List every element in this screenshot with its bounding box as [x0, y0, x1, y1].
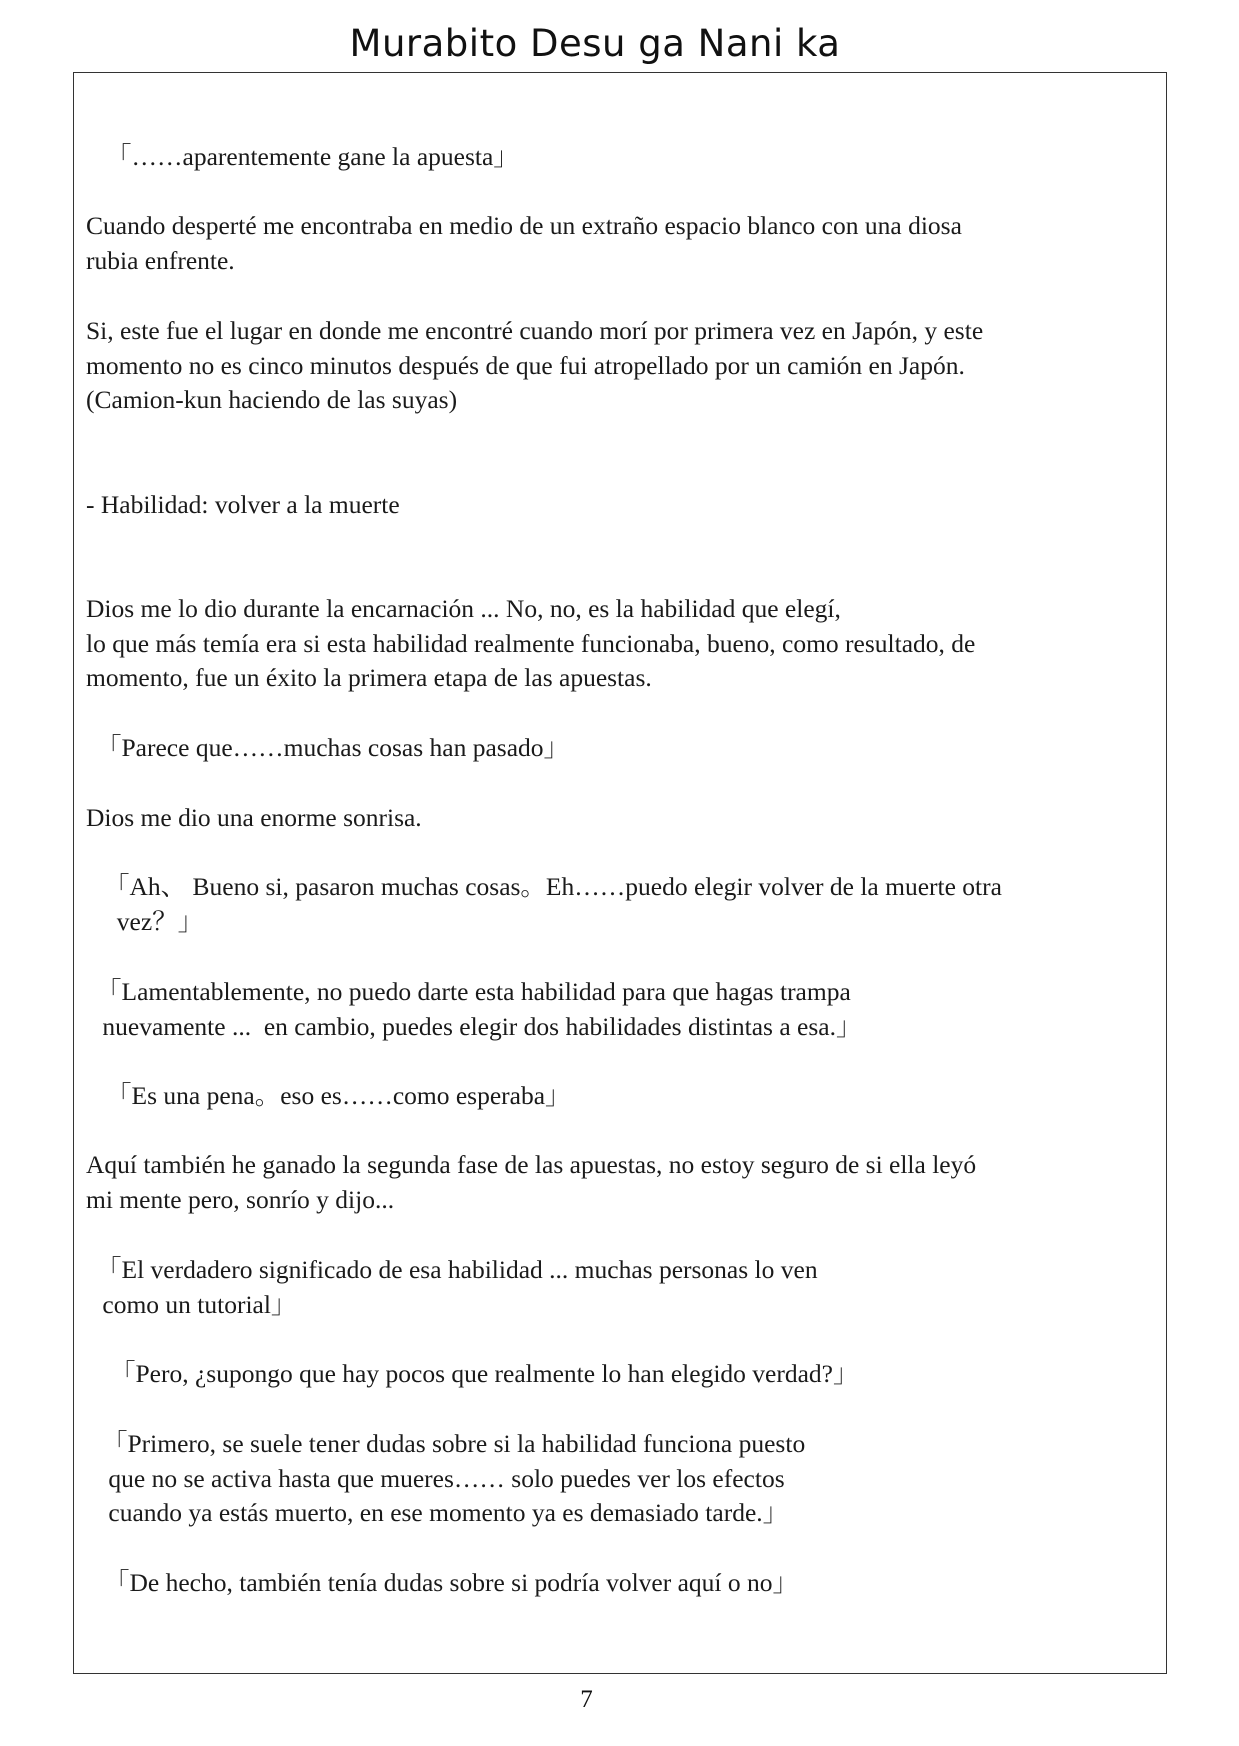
page-number: 7 [580, 1686, 593, 1713]
paragraph-14: 「Primero, se suele tener dudas sobre si la habilidad funciona puesto que no se activa hasta que mueres…… solo puedes ver los efectos cuando ya estás muerto, en ese momento ya es demasiado tarde.」 [102, 1429, 806, 1527]
paragraph-12: 「El verdadero significado de esa habilidad ... muchas personas lo ven como un tutorial」 [96, 1255, 818, 1319]
paragraph-4: - Habilidad: volver a la muerte [86, 490, 400, 519]
paragraph-5: Dios me lo dio durante la encarnación ... No, no, es la habilidad que elegí, lo que más temía era si esta habilidad realmente funcionaba, bueno, como resultado, de momento, fue un éxito la primera etapa de las apuestas. [86, 594, 976, 692]
page-title: Murabito Desu ga Nani ka [349, 22, 841, 65]
paragraph-2: Cuando desperté me encontraba en medio de un extraño espacio blanco con una diosa rubia enfrente. [86, 211, 962, 275]
paragraph-8: 「Ah、 Bueno si, pasaron muchas cosas。Eh……puedo elegir volver de la muerte otra vez？」 [104, 872, 1002, 936]
paragraph-3: Si, este fue el lugar en donde me encontré cuando morí por primera vez en Japón, y este momento no es cinco minutos después de que fui atropellado por un camión en Japón. (Camion-kun haciendo de las suyas) [86, 316, 984, 414]
paragraph-13: 「Pero, ¿supongo que hay pocos que realmente lo han elegido verdad?」 [110, 1359, 859, 1388]
paragraph-1: 「……aparentemente gane la apuesta」 [106, 142, 519, 171]
paragraph-15: 「De hecho, también tenía dudas sobre si podría volver aquí o no」 [104, 1568, 798, 1597]
paragraph-10: 「Es una pena。eso es……como esperaba」 [106, 1081, 571, 1110]
paragraph-7: Dios me dio una enorme sonrisa. [86, 803, 422, 832]
paragraph-6: 「Parece que……muchas cosas han pasado」 [96, 733, 570, 762]
paragraph-11: Aquí también he ganado la segunda fase de las apuestas, no estoy seguro de si ella leyó mi mente pero, sonrío y dijo... [86, 1150, 977, 1214]
paragraph-9: 「Lamentablemente, no puedo darte esta habilidad para que hagas trampa nuevamente ... en cambio, puedes elegir dos habilidades distintas a esa.」 [96, 977, 862, 1041]
